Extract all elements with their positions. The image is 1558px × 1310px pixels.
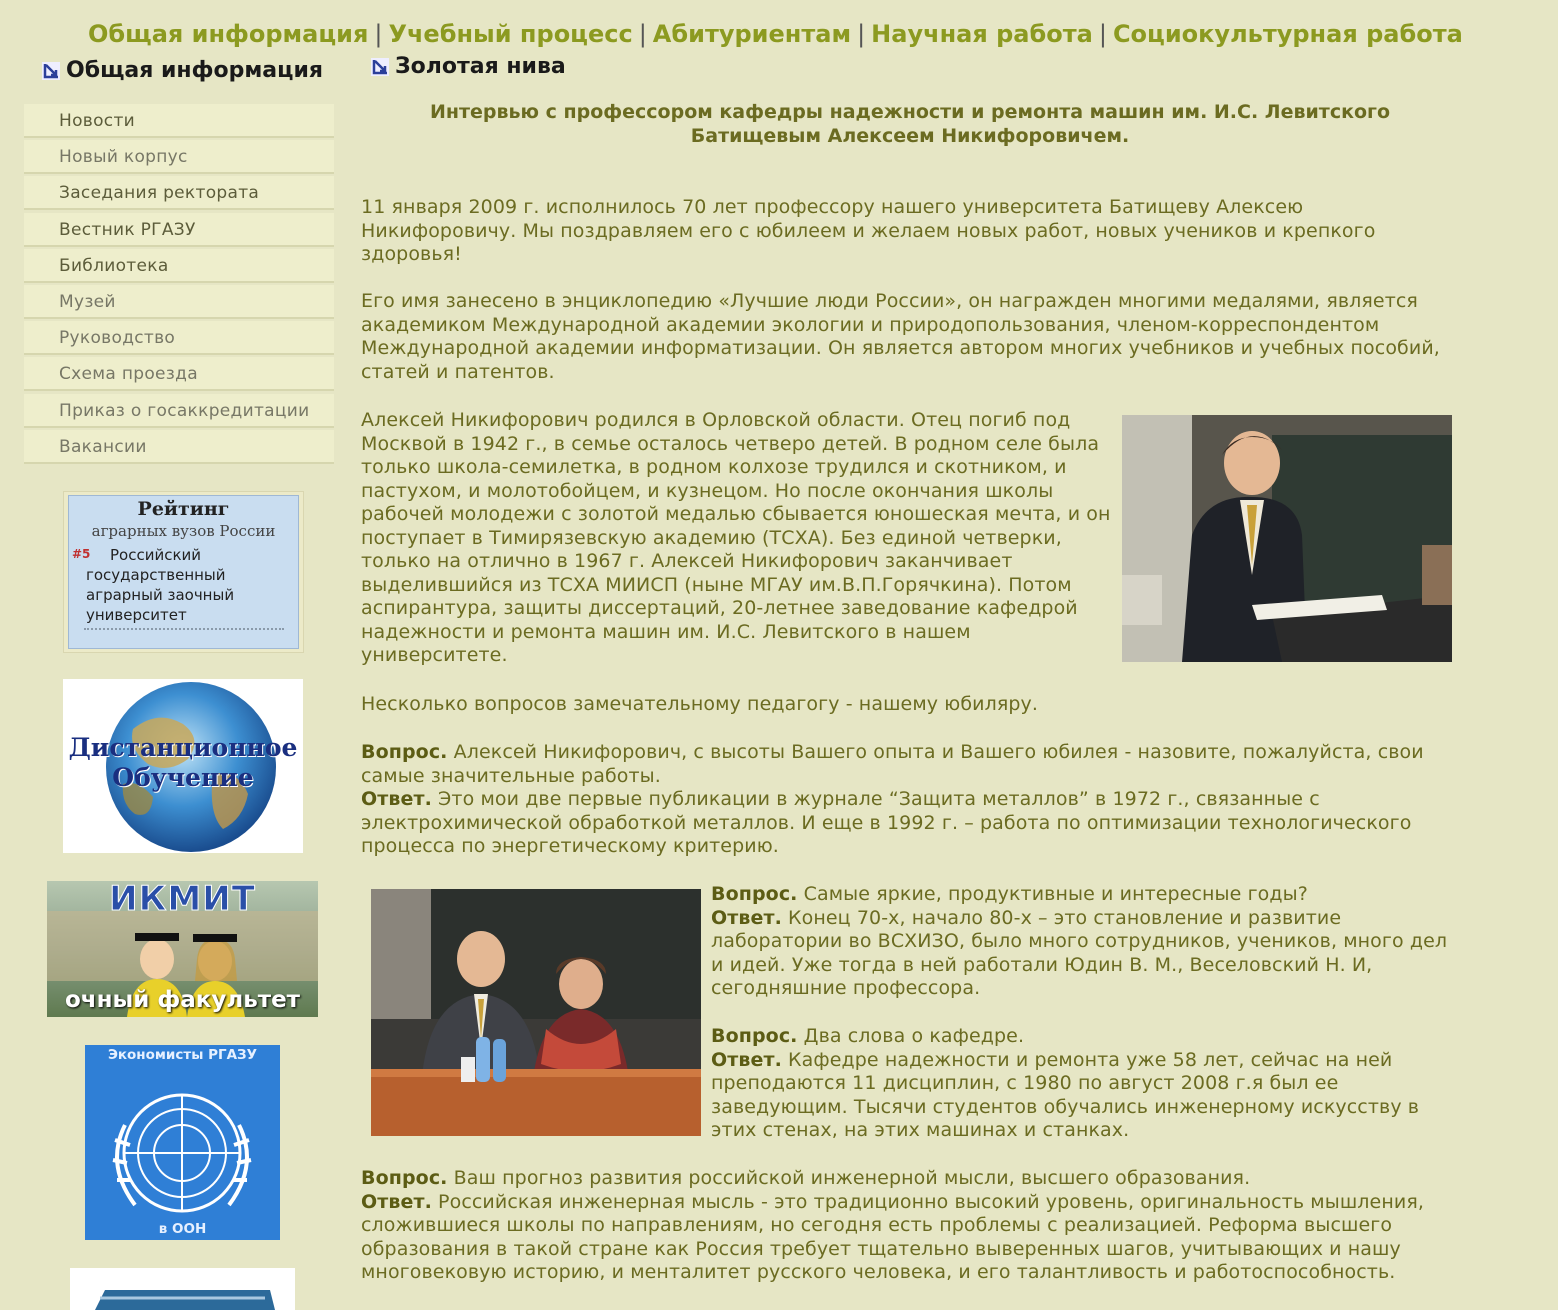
- question-label: Вопрос.: [711, 883, 798, 905]
- qa-block-1: [361, 741, 1424, 859]
- answer-text: Конец 70-х, начало 80-х – это становление и развитие: [788, 906, 1342, 929]
- sidebar-item-vacancies[interactable]: Вакансии: [24, 430, 334, 464]
- book-banner[interactable]: [70, 1268, 295, 1310]
- sidebar-heading: [42, 58, 323, 83]
- rating-line3: аграрный заочный: [86, 586, 235, 604]
- sidebar-title: Общая информация: [66, 58, 323, 83]
- answer-text: Российская инженерная мысль - это традиционно высокий уровень, оригинальность мышления,: [438, 1190, 1424, 1213]
- sidebar-item-rectorate[interactable]: Заседания ректората: [24, 176, 334, 210]
- text-line: пастухом, и молотобойцем, и кузнецом. Но после окончания школы: [361, 479, 1054, 502]
- answer-text: сложившиеся школы по направлениям, но сегодня есть проблемы с реализацией. Реформа высшего: [361, 1214, 1393, 1236]
- un-emblem-icon: [85, 1045, 280, 1240]
- sidebar-item-museum[interactable]: Музей: [24, 285, 334, 319]
- sidebar-menu: [24, 104, 334, 466]
- ikmit-title: ИКМИТ: [109, 881, 256, 919]
- section-title: Золотая нива: [395, 54, 566, 79]
- text-line: Никифоровичу. Мы поздравляем его с юбилеем и желаем новых работ, новых учеников и крепкого: [361, 219, 1376, 242]
- paragraph-biography: [361, 409, 1111, 668]
- sidebar-item-leadership[interactable]: Руководство: [24, 321, 334, 355]
- answer-label: Ответ.: [361, 788, 432, 810]
- nav-separator: |: [638, 20, 647, 48]
- nav-separator: |: [857, 20, 866, 48]
- sidebar-item-vestnik[interactable]: Вестник РГАЗУ: [24, 213, 334, 247]
- text-line: здоровья!: [361, 243, 462, 265]
- book-icon: [70, 1268, 295, 1310]
- econ-subtitle: в ООН: [158, 1221, 207, 1237]
- arrow-down-right-icon: [371, 58, 389, 76]
- answer-text: образования в такой стране как Россия требует тщательно выверенных шагов, учитывающих и нашу: [361, 1237, 1401, 1260]
- rating-divider: [84, 628, 284, 630]
- answer-text: заведующим. Тысячи студентов обучались инженерному искусству в: [711, 1095, 1420, 1118]
- qa-block-4: [361, 1167, 1424, 1285]
- rating-subtitle: аграрных вузов России: [91, 522, 276, 540]
- qa-block-3: [711, 1025, 1419, 1143]
- headline-line2: Батищевым Алексеем Никифоровичем.: [690, 125, 1130, 147]
- answer-label: Ответ.: [361, 1190, 432, 1213]
- ikmit-subtitle: очный факультет: [65, 987, 300, 1013]
- answer-label: Ответ.: [711, 1048, 782, 1071]
- answer-text: Кафедре надежности и ремонта уже 58 лет, сейчас на ней: [788, 1048, 1393, 1071]
- rating-rank: #5: [72, 547, 91, 561]
- professor-lectern-photo: [1122, 415, 1452, 662]
- nav-study-process[interactable]: Учебный процесс: [388, 20, 633, 48]
- distance-learning-banner[interactable]: [63, 679, 303, 853]
- paragraph-intro: [361, 196, 1375, 267]
- nav-separator: |: [1098, 20, 1107, 48]
- text-line: Алексей Никифорович родился в Орловской области. Отец погиб под: [361, 409, 1071, 431]
- question-text: Два слова о кафедре.: [803, 1025, 1025, 1047]
- nav-science[interactable]: Научная работа: [871, 20, 1093, 48]
- question-label: Вопрос.: [361, 741, 448, 763]
- sidebar-item-news[interactable]: Новости: [24, 104, 334, 138]
- answer-text: электрохимической обработкой металлов. И еще в 1992 г. – работа по оптимизации технологического: [361, 811, 1412, 834]
- lectern-photo-image: [1122, 415, 1452, 662]
- text-line: Москвой в 1942 г., в семье осталось четверо детей. В родном селе была: [361, 432, 1100, 455]
- sidebar-item-directions[interactable]: Схема проезда: [24, 357, 334, 391]
- distance-line2: Обучение: [112, 763, 254, 792]
- nav-separator: |: [374, 20, 383, 48]
- answer-text: Это мои две первые публикации в журнале “Защита металлов” в 1972 г., связанные с: [438, 788, 1320, 810]
- nav-general-info[interactable]: Общая информация: [88, 20, 369, 48]
- table-photo-image: [371, 889, 701, 1136]
- main-section-heading: [371, 54, 566, 79]
- sidebar-item-library[interactable]: Библиотека: [24, 249, 334, 283]
- question-label: Вопрос.: [711, 1025, 798, 1047]
- paragraph-questions-intro: Несколько вопросов замечательному педагогу - нашему юбиляру.: [361, 693, 1039, 715]
- text-line: академиком Международной академии экологии и природопользования, членом-корреспондентом: [361, 313, 1380, 336]
- text-line: надежности и ремонта машин им. И.С. Левитского в нашем: [361, 620, 971, 643]
- text-line: только школа-семилетка, в родном колхозе трудился и скотником, и: [361, 456, 1067, 478]
- sidebar-item-new-building[interactable]: Новый корпус: [24, 140, 334, 174]
- top-navigation: [88, 20, 1463, 48]
- question-text: Ваш прогноз развития российской инженерной мысли, высшего образования.: [453, 1167, 1251, 1189]
- rating-line4: университет: [86, 606, 187, 624]
- rating-line1: Российский: [110, 546, 202, 564]
- paragraph-honors: [361, 290, 1440, 384]
- rating-line2: государственный: [86, 566, 226, 584]
- sidebar-item-accreditation[interactable]: Приказ о госаккредитации: [24, 394, 334, 428]
- distance-line1: Дистанционное: [68, 733, 298, 762]
- question-text: Самые яркие, продуктивные и интересные годы?: [803, 883, 1308, 905]
- text-line: Его имя занесено в энциклопедию «Лучшие люди России», он награжден многими медалями, является: [361, 290, 1418, 312]
- rating-banner[interactable]: [63, 491, 304, 653]
- answer-text: процесса по энергетическому критерию.: [361, 835, 779, 857]
- economists-un-banner[interactable]: [85, 1045, 280, 1240]
- text-line: только на отлично в 1967 г. Алексей Никифорович заканчивает: [361, 550, 1013, 572]
- answer-label: Ответ.: [711, 906, 782, 929]
- answer-text: преподаются 11 дисциплин, с 1980 по август 2008 г.я был ее: [711, 1072, 1339, 1094]
- text-line: статей и патентов.: [361, 360, 555, 383]
- ikmit-banner[interactable]: [47, 881, 318, 1017]
- answer-text: многовековую историю, и менталитет русского человека, и его талантливость и работоспособность.: [361, 1261, 1396, 1283]
- rating-title: Рейтинг: [137, 498, 230, 520]
- answer-text: и идей. Уже тогда в ней работали Юдин В. М., Веселовский Н. И,: [711, 953, 1373, 976]
- answer-text: сегодняшние профессора.: [711, 977, 981, 999]
- text-line: университете.: [361, 644, 508, 666]
- professors-table-photo: [371, 889, 701, 1136]
- article-headline: [370, 100, 1450, 148]
- question-text: Алексей Никифорович, с высоты Вашего опыта и Вашего юбилея - назовите, пожалуйста, свои: [453, 741, 1424, 763]
- text-line: Международной академии информатизации. Он является автором многих учебников и учебных пособий,: [361, 337, 1440, 359]
- text-line: 11 января 2009 г. исполнилось 70 лет профессору нашего университета Батищеву Алексею: [361, 196, 1304, 218]
- econ-title: Экономисты РГАЗУ: [107, 1047, 258, 1063]
- nav-applicants[interactable]: Абитуриентам: [652, 20, 852, 48]
- answer-text: лаборатории во ВСХИЗО, было много сотрудников, учеников, много дел: [711, 930, 1448, 952]
- text-line: выделившийся из ТСХА МИИСП (ныне МГАУ им.В.П.Горячкина). Потом: [361, 573, 1072, 596]
- arrow-down-right-icon: [42, 62, 60, 80]
- answer-text: этих стенах, на этих машинах и станках.: [711, 1119, 1130, 1141]
- qa-block-2: [711, 883, 1447, 1001]
- headline-line1: Интервью с профессором кафедры надежности и ремонта машин им. И.С. Левитского: [429, 101, 1391, 123]
- text-line: поступает в Тимирязевскую академию (ТСХА). Без единой четверки,: [361, 526, 1062, 549]
- question-text: самые значительные работы.: [361, 764, 661, 787]
- text-line: рабочей молодежи с золотой медалью сбывается юношеская мечта, и он: [361, 503, 1111, 525]
- text-line: аспирантура, защиты диссертаций, 20-летнее заведование кафедрой: [361, 597, 1078, 619]
- nav-sociocultural[interactable]: Социокультурная работа: [1112, 20, 1463, 48]
- question-label: Вопрос.: [361, 1167, 448, 1189]
